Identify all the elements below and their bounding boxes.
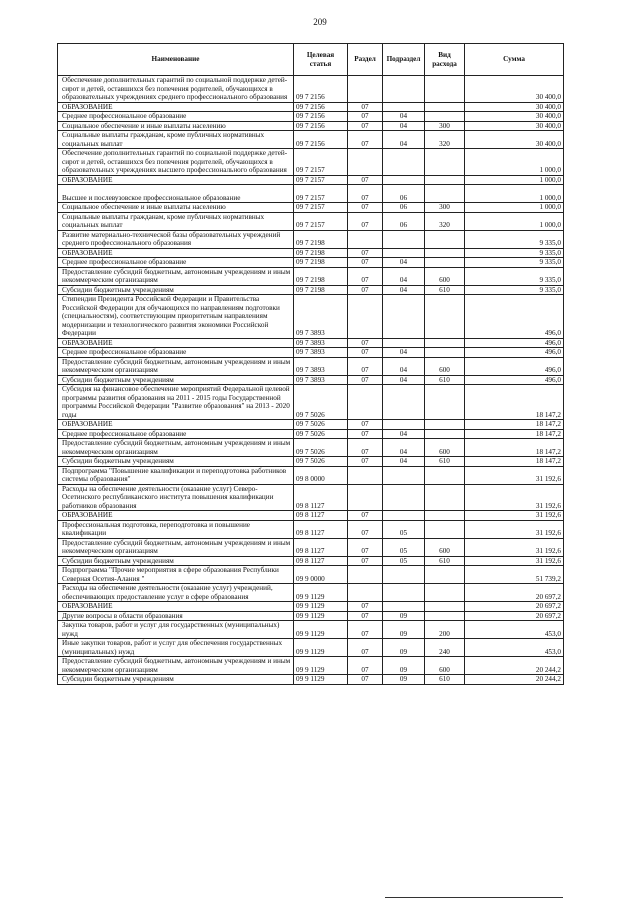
cell-expense-type: 300 [425,203,465,213]
cell-amount: 1 000,0 [465,203,564,213]
cell-subsection: 09 [383,611,425,621]
cell-expense-type [425,112,465,122]
table-row [58,102,564,112]
cell-article: 09 7 3893 [294,338,348,348]
cell-expense-type [425,611,465,621]
table-row [58,602,564,612]
cell-article: 09 7 5026 [294,385,348,420]
cell-article: 09 8 1127 [294,511,348,521]
table-row [58,212,564,230]
cell-expense-type: 240 [425,639,465,657]
cell-section [348,295,383,339]
cell-name: Субсидии бюджетным учреждениям [58,285,294,295]
cell-article: 09 7 2157 [294,212,348,230]
cell-article: 09 7 2157 [294,175,348,185]
cell-subsection [383,466,425,484]
cell-name: Профессиональная подготовка, переподготовка и повышение квалификации [58,520,294,538]
cell-section: 07 [348,675,383,685]
cell-amount: 9 335,0 [465,248,564,258]
cell-article: 09 7 2156 [294,76,348,103]
cell-amount: 51 739,2 [465,566,564,584]
table-row [58,457,564,467]
cell-section: 07 [348,556,383,566]
table-row [58,149,564,176]
cell-article: 09 7 2198 [294,230,348,248]
cell-name: Среднее профессиональное образование [58,112,294,122]
cell-section: 07 [348,657,383,675]
cell-name: Обеспечение дополнительных гарантий по социальной поддержке детей-сирот и детей, оставшихся без попечения родителей, обучающихся в образовательных учреждениях высшего профессионального образования [58,149,294,176]
table-row [58,429,564,439]
column-header-article: Целевая статья [294,44,348,76]
cell-expense-type [425,295,465,339]
cell-expense-type: 600 [425,657,465,675]
cell-expense-type [425,175,465,185]
cell-article: 09 7 2198 [294,258,348,268]
table-row [58,295,564,339]
cell-section: 07 [348,267,383,285]
cell-amount: 30 400,0 [465,102,564,112]
cell-subsection: 09 [383,657,425,675]
cell-article: 09 9 1129 [294,611,348,621]
cell-name: Социальные выплаты гражданам, кроме публичных нормативных социальных выплат [58,212,294,230]
cell-name: Субсидии бюджетным учреждениям [58,375,294,385]
table-row [58,285,564,295]
cell-amount: 31 192,6 [465,520,564,538]
cell-article: 09 7 2156 [294,131,348,149]
cell-article: 09 7 2157 [294,149,348,176]
cell-expense-type: 300 [425,121,465,131]
cell-subsection: 06 [383,212,425,230]
cell-amount: 31 192,6 [465,466,564,484]
cell-expense-type: 600 [425,357,465,375]
table-row [58,611,564,621]
cell-section: 07 [348,375,383,385]
cell-amount: 1 000,0 [465,212,564,230]
cell-subsection [383,295,425,339]
cell-expense-type [425,348,465,358]
cell-section: 07 [348,102,383,112]
cell-article: 09 7 2156 [294,102,348,112]
cell-expense-type [425,466,465,484]
table-row [58,675,564,685]
cell-section: 07 [348,112,383,122]
cell-article: 09 9 1129 [294,602,348,612]
cell-amount: 20 244,2 [465,675,564,685]
cell-name: ОБРАЗОВАНИЕ [58,338,294,348]
cell-amount: 496,0 [465,357,564,375]
cell-section: 07 [348,621,383,639]
table-row [58,76,564,103]
cell-section: 07 [348,602,383,612]
cell-subsection: 04 [383,457,425,467]
cell-subsection: 04 [383,348,425,358]
cell-section: 07 [348,357,383,375]
table-row [58,175,564,185]
cell-expense-type [425,584,465,602]
table-row [58,338,564,348]
cell-section: 07 [348,520,383,538]
cell-name: Закупка товаров, работ и услуг для государственных (муниципальных) нужд [58,621,294,639]
cell-name: ОБРАЗОВАНИЕ [58,248,294,258]
cell-article: 09 7 2198 [294,285,348,295]
cell-section: 07 [348,639,383,657]
cell-name: Среднее профессиональное образование [58,258,294,268]
cell-expense-type [425,385,465,420]
cell-section [348,466,383,484]
cell-expense-type [425,511,465,521]
table-row [58,657,564,675]
cell-expense-type [425,484,465,511]
cell-article: 09 8 0000 [294,466,348,484]
cell-subsection [383,566,425,584]
cell-section [348,76,383,103]
cell-name: Предоставление субсидий бюджетным, автономным учреждениям и иным некоммерческим организациям [58,439,294,457]
cell-subsection: 04 [383,429,425,439]
cell-name: Предоставление субсидий бюджетным, автономным учреждениям и иным некоммерческим организациям [58,357,294,375]
cell-subsection [383,484,425,511]
cell-article: 09 7 2156 [294,121,348,131]
cell-subsection: 04 [383,375,425,385]
cell-section: 07 [348,511,383,521]
cell-subsection: 05 [383,520,425,538]
table-header-row [58,44,564,76]
table-row [58,248,564,258]
cell-expense-type [425,76,465,103]
table-row [58,420,564,430]
table-row [58,203,564,213]
cell-section: 07 [348,338,383,348]
table-row [58,121,564,131]
cell-subsection [383,511,425,521]
cell-subsection: 04 [383,267,425,285]
cell-section [348,584,383,602]
cell-name: Субсидии бюджетным учреждениям [58,457,294,467]
cell-expense-type: 610 [425,556,465,566]
cell-expense-type: 610 [425,457,465,467]
cell-section: 07 [348,248,383,258]
cell-name: Социальное обеспечение и иные выплаты населению [58,203,294,213]
cell-article: 09 7 2198 [294,267,348,285]
cell-name: ОБРАЗОВАНИЕ [58,102,294,112]
table-row [58,131,564,149]
table-row [58,375,564,385]
cell-expense-type [425,230,465,248]
cell-article: 09 7 2156 [294,112,348,122]
cell-amount: 453,0 [465,639,564,657]
cell-amount: 9 335,0 [465,258,564,268]
cell-expense-type [425,602,465,612]
cell-section: 07 [348,538,383,556]
cell-amount: 18 147,2 [465,439,564,457]
cell-amount: 30 400,0 [465,76,564,103]
cell-name: ОБРАЗОВАНИЕ [58,175,294,185]
cell-article: 09 7 3893 [294,348,348,358]
table-row [58,484,564,511]
cell-amount: 18 147,2 [465,385,564,420]
cell-name: Другие вопросы в области образования [58,611,294,621]
cell-amount: 496,0 [465,348,564,358]
cell-article: 09 9 1129 [294,584,348,602]
cell-article: 09 7 2157 [294,185,348,203]
cell-subsection [383,76,425,103]
cell-section: 07 [348,348,383,358]
cell-subsection [383,248,425,258]
table-row [58,556,564,566]
cell-section: 07 [348,131,383,149]
cell-amount: 18 147,2 [465,457,564,467]
cell-subsection: 04 [383,258,425,268]
cell-subsection: 05 [383,556,425,566]
cell-amount: 453,0 [465,621,564,639]
cell-name: Среднее профессиональное образование [58,348,294,358]
cell-name: Стипендии Президента Российской Федерации и Правительства Российской Федерации для обучающихся по направлениям подготовки (специальностям), соответствующим приоритетным направлениям модернизации и технологического развития экономики Российской Федерации [58,295,294,339]
cell-name: Развитие материально-технической базы образовательных учреждений среднего профессионального образования [58,230,294,248]
table-row [58,639,564,657]
cell-amount: 9 335,0 [465,230,564,248]
column-header-section: Раздел [348,44,383,76]
cell-article: 09 7 5026 [294,429,348,439]
cell-expense-type [425,248,465,258]
cell-section: 07 [348,429,383,439]
cell-article: 09 7 3893 [294,357,348,375]
cell-expense-type [425,429,465,439]
cell-article: 09 9 0000 [294,566,348,584]
cell-subsection [383,149,425,176]
table-row [58,538,564,556]
cell-name: Предоставление субсидий бюджетным, автономным учреждениям и иным некоммерческим организациям [58,267,294,285]
table-row [58,566,564,584]
cell-name: Социальные выплаты гражданам, кроме публичных нормативных социальных выплат [58,131,294,149]
cell-name: Социальное обеспечение и иные выплаты населению [58,121,294,131]
cell-section: 07 [348,212,383,230]
cell-section: 07 [348,185,383,203]
cell-subsection [383,230,425,248]
cell-amount: 1 000,0 [465,175,564,185]
table-row [58,258,564,268]
cell-subsection: 04 [383,439,425,457]
cell-article: 09 8 1127 [294,556,348,566]
cell-subsection: 05 [383,538,425,556]
cell-amount: 30 400,0 [465,112,564,122]
cell-name: Субсидии бюджетным учреждениям [58,556,294,566]
cell-subsection [383,602,425,612]
cell-subsection: 06 [383,203,425,213]
cell-amount: 30 400,0 [465,131,564,149]
cell-amount: 9 335,0 [465,267,564,285]
cell-subsection [383,584,425,602]
cell-expense-type: 600 [425,439,465,457]
cell-amount: 31 192,6 [465,538,564,556]
cell-name: Расходы на обеспечение деятельности (оказание услуг) Северо-Осетинского республиканского института повышения квалификации работников образования [58,484,294,511]
cell-name: Иные закупки товаров, работ и услуг для обеспечения государственных (муниципальных) нужд [58,639,294,657]
cell-article: 09 9 1129 [294,657,348,675]
page-number: 209 [313,17,327,27]
cell-section: 07 [348,175,383,185]
cell-amount: 31 192,6 [465,556,564,566]
cell-section [348,385,383,420]
cell-article: 09 7 5026 [294,457,348,467]
column-header-name: Наименование [58,44,294,76]
cell-expense-type [425,258,465,268]
cell-section: 07 [348,420,383,430]
cell-subsection [383,338,425,348]
cell-article: 09 7 5026 [294,439,348,457]
cell-section: 07 [348,258,383,268]
cell-section [348,149,383,176]
cell-subsection [383,175,425,185]
table-row [58,230,564,248]
table-row [58,267,564,285]
cell-article: 09 7 2157 [294,203,348,213]
cell-expense-type: 200 [425,621,465,639]
cell-amount: 31 192,6 [465,484,564,511]
cell-section: 07 [348,203,383,213]
table-row [58,520,564,538]
cell-section [348,566,383,584]
table-row [58,466,564,484]
cell-expense-type [425,420,465,430]
cell-name: ОБРАЗОВАНИЕ [58,602,294,612]
cell-name: Предоставление субсидий бюджетным, автономным учреждениям и иным некоммерческим организациям [58,657,294,675]
cell-section: 07 [348,611,383,621]
cell-subsection: 04 [383,121,425,131]
cell-article: 09 7 3893 [294,295,348,339]
cell-subsection [383,420,425,430]
cell-expense-type: 320 [425,212,465,230]
column-header-amount: Сумма [465,44,564,76]
cell-article: 09 9 1129 [294,621,348,639]
cell-section: 07 [348,285,383,295]
cell-expense-type [425,566,465,584]
cell-expense-type: 600 [425,267,465,285]
cell-expense-type [425,102,465,112]
table-row [58,439,564,457]
cell-section: 07 [348,439,383,457]
cell-expense-type: 610 [425,675,465,685]
footer-divider [385,897,563,898]
cell-amount: 18 147,2 [465,429,564,439]
cell-name: Среднее профессиональное образование [58,429,294,439]
budget-table [57,43,564,685]
cell-expense-type [425,185,465,203]
cell-name: ОБРАЗОВАНИЕ [58,420,294,430]
cell-amount: 1 000,0 [465,185,564,203]
column-header-subsection: Подраздел [383,44,425,76]
cell-amount: 20 244,2 [465,657,564,675]
cell-name: Субсидия на финансовое обеспечение мероприятий Федеральной целевой программы развития образования на 2011 - 2015 годы Государственной программы Российской Федерации "Развитие образования" на 2013 - 2020 годы [58,385,294,420]
cell-expense-type: 320 [425,131,465,149]
cell-expense-type [425,149,465,176]
cell-section: 07 [348,457,383,467]
cell-name: Расходы на обеспечение деятельности (оказание услуг) учреждений, обеспечивающих предоставление услуг в сфере образования [58,584,294,602]
column-header-expense-type: Вид расхода [425,44,465,76]
cell-subsection: 09 [383,675,425,685]
table-row [58,112,564,122]
cell-name: Предоставление субсидий бюджетным, автономным учреждениям и иным некоммерческим организациям [58,538,294,556]
cell-name: Высшее и послевузовское профессиональное образование [58,185,294,203]
table-row [58,348,564,358]
cell-subsection: 04 [383,285,425,295]
table-row [58,584,564,602]
cell-amount: 31 192,6 [465,511,564,521]
cell-subsection: 06 [383,185,425,203]
cell-subsection: 04 [383,112,425,122]
cell-expense-type [425,338,465,348]
cell-section [348,230,383,248]
cell-name: Подпрограмма "Прочие мероприятия в сфере образования Республики Северная Осетия-Алания " [58,566,294,584]
cell-expense-type: 610 [425,375,465,385]
cell-article: 09 7 5026 [294,420,348,430]
cell-subsection: 09 [383,621,425,639]
cell-name: ОБРАЗОВАНИЕ [58,511,294,521]
cell-article: 09 8 1127 [294,484,348,511]
cell-subsection [383,385,425,420]
cell-article: 09 7 2198 [294,248,348,258]
table-row [58,621,564,639]
cell-amount: 9 335,0 [465,285,564,295]
cell-amount: 496,0 [465,375,564,385]
table-row [58,357,564,375]
cell-expense-type [425,520,465,538]
cell-article: 09 7 3893 [294,375,348,385]
cell-amount: 30 400,0 [465,121,564,131]
cell-name: Субсидии бюджетным учреждениям [58,675,294,685]
table-body [58,76,564,685]
cell-article: 09 8 1127 [294,538,348,556]
cell-amount: 1 000,0 [465,149,564,176]
cell-section [348,484,383,511]
cell-name: Подпрограмма "Повышение квалификации и переподготовка работников системы образования" [58,466,294,484]
cell-subsection: 09 [383,639,425,657]
cell-subsection [383,102,425,112]
table-row [58,385,564,420]
cell-subsection: 04 [383,131,425,149]
cell-article: 09 9 1129 [294,675,348,685]
cell-amount: 20 697,2 [465,611,564,621]
cell-amount: 496,0 [465,338,564,348]
cell-expense-type: 600 [425,538,465,556]
cell-expense-type: 610 [425,285,465,295]
cell-name: Обеспечение дополнительных гарантий по социальной поддержке детей-сирот и детей, оставшихся без попечения родителей, обучающихся в образовательных учреждениях среднего профессионального образования [58,76,294,103]
cell-amount: 18 147,2 [465,420,564,430]
table-row [58,185,564,203]
table-row [58,511,564,521]
cell-article: 09 9 1129 [294,639,348,657]
cell-subsection: 04 [383,357,425,375]
cell-section: 07 [348,121,383,131]
cell-amount: 20 697,2 [465,584,564,602]
cell-amount: 20 697,2 [465,602,564,612]
cell-article: 09 8 1127 [294,520,348,538]
cell-amount: 496,0 [465,295,564,339]
